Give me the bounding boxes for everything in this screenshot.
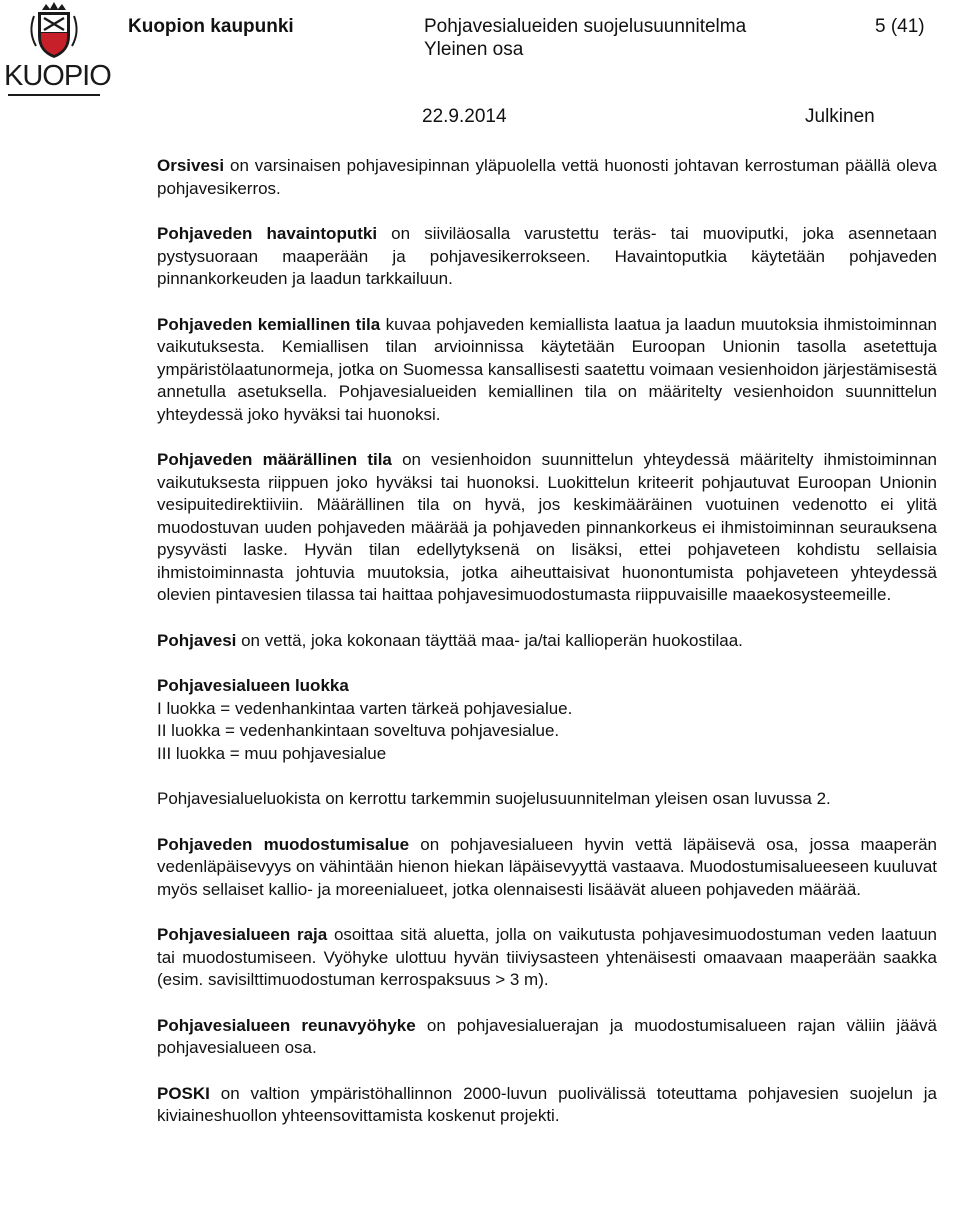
class-section-heading: Pohjavesialueen luokka xyxy=(157,676,349,695)
definition-term: Pohjavesialueen raja xyxy=(157,925,328,944)
logo-underline xyxy=(8,94,100,96)
definition-paragraph xyxy=(157,314,937,427)
definition-paragraph xyxy=(157,924,937,992)
definition-text: on pohjavesialuerajan ja muodostumisalueen rajan väliin jäävä pohjavesialueen osa. xyxy=(157,1015,937,1057)
document-date: 22.9.2014 xyxy=(422,106,507,127)
class-line: III luokka = muu pohjavesialue xyxy=(157,743,387,763)
definition-term: Pohjaveden kemiallinen tila xyxy=(157,314,381,334)
definition-term: Pohjaveden määrällinen tila xyxy=(157,450,392,469)
kuopio-logo xyxy=(4,2,111,98)
definition-term: Pohjaveden muodostumisalue xyxy=(157,834,410,854)
class-line: I luokka = vedenhankintaa varten tärkeä pohjavesialue. xyxy=(157,698,573,718)
page-number: 5 (41) xyxy=(875,16,925,37)
document-subtitle: Yleinen osa xyxy=(424,39,524,60)
document-title: Pohjavesialueiden suojelusuunnitelma xyxy=(424,16,747,37)
definition-text: on varsinaisen pohjavesipinnan yläpuolella vettä huonosti johtavan kerrostuman päällä oleva pohjavesikerros. xyxy=(157,156,937,198)
class-line: II luokka = vedenhankintaan soveltuva pohjavesialue. xyxy=(157,721,560,740)
definition-paragraph xyxy=(157,1015,937,1060)
definition-text: osoittaa sitä aluetta, jolla on vaikutusta pohjavesimuodostuman veden laatuun tai muodostumiseen. Vyöhyke ulottuu hyvän tiiviysasteen yhtenäisesti omaavaan maaperään saakka (esim. savisilttimuodostuman kerrospaksuus > 3 m). xyxy=(157,925,937,989)
classification-label: Julkinen xyxy=(805,106,875,127)
definition-paragraph xyxy=(157,155,937,200)
class-section xyxy=(157,675,937,765)
definition-paragraph xyxy=(157,630,937,653)
definition-text: on valtion ympäristöhallinnon 2000-luvun puolivälissä toteuttama pohjavesien suojelun ja kiviaineshuollon yhteensovittamista koskenut projekti. xyxy=(157,1083,937,1125)
definition-text: on siiviläosalla varustettu teräs- tai muoviputki, joka asennetaan pystysuoraan maaperään ja pohjavesikerrokseen. Havaintoputkia käytetään pohjaveden pinnankorkeuden ja laadun tarkkailuun. xyxy=(157,224,937,288)
definition-term: Pohjavesialueen reunavyöhyke xyxy=(157,1015,416,1035)
coat-of-arms-icon xyxy=(4,2,104,62)
definition-term: POSKI xyxy=(157,1083,210,1103)
document-body xyxy=(157,155,937,1151)
definition-text: on pohjavesialueen hyvin vettä läpäisevä osa, jossa maaperän vedenläpäisevyys on vähintään hienon hiekan läpäisevyyttä vastaava. Muodostumisalueeseen kuuluvat myös sellaiset kallio- ja moreenialueet, jotka olennaisesti lisäävät alueen pohjaveden määrää. xyxy=(157,834,937,899)
definition-text: on vesienhoidon suunnittelun yhteydessä määritelty ihmistoiminnan vaikutuksesta riippuen joko hyväksi tai huonoksi. Luokittelun kriteerit pohjautuvat Euroopan Unionin vesipuitedirektiiviin. Määrällinen tila on hyvä, jos keskimääräinen vuotuinen vedenotto ei ylitä muodostuvan uuden pohjaveden määrää ja pohjaveden pinnankorkeus ei ihmistoiminnan seurauksena pysyvästi laske. Hyvän tilan edellytyksenä on lisäksi, ettei pohjaveteen kohdistu sellaisia ihmistoiminnasta johtuvia muutoksia, jotka aiheuttaisivat huonontumista pohjaveteen yhteydessä olevien pintavesien tilassa tai haittaa pohjavesimuodostumasta riippuvaisille maaekosysteemeille. xyxy=(157,450,937,604)
definition-term: Orsivesi xyxy=(157,156,225,175)
organization-name: Kuopion kaupunki xyxy=(128,16,294,37)
definition-paragraph xyxy=(157,1083,937,1128)
definition-paragraph xyxy=(157,449,937,607)
definition-text: on vettä, joka kokonaan täyttää maa- ja/tai kallioperän huokostilaa. xyxy=(236,630,743,650)
definition-text: kuvaa pohjaveden kemiallista laatua ja laadun muutoksia ihmistoiminnan vaikutuksesta. Kemiallisen tilan arvioinnissa käytetään Euroopan Unionin tasolla asetettuja ympäristölaatunormeja, jotka on Suomessa kansallisesti saatettu voimaan vesienhoidon järjestämisestä annetulla asetuksella. Pohjavesialueiden kemiallinen tila on määritelty vesienhoidon suunnittelun yhteydessä joko hyväksi tai huonoksi. xyxy=(157,314,937,424)
definition-term: Pohjaveden havaintoputki xyxy=(157,224,378,243)
definition-paragraph xyxy=(157,834,937,902)
definition-term: Pohjavesi xyxy=(157,630,237,650)
definition-paragraph xyxy=(157,223,937,291)
logo-text: KUOPIO xyxy=(4,60,111,92)
class-note: Pohjavesialueluokista on kerrottu tarkemmin suojelusuunnitelman yleisen osan luvussa 2. xyxy=(157,789,831,808)
